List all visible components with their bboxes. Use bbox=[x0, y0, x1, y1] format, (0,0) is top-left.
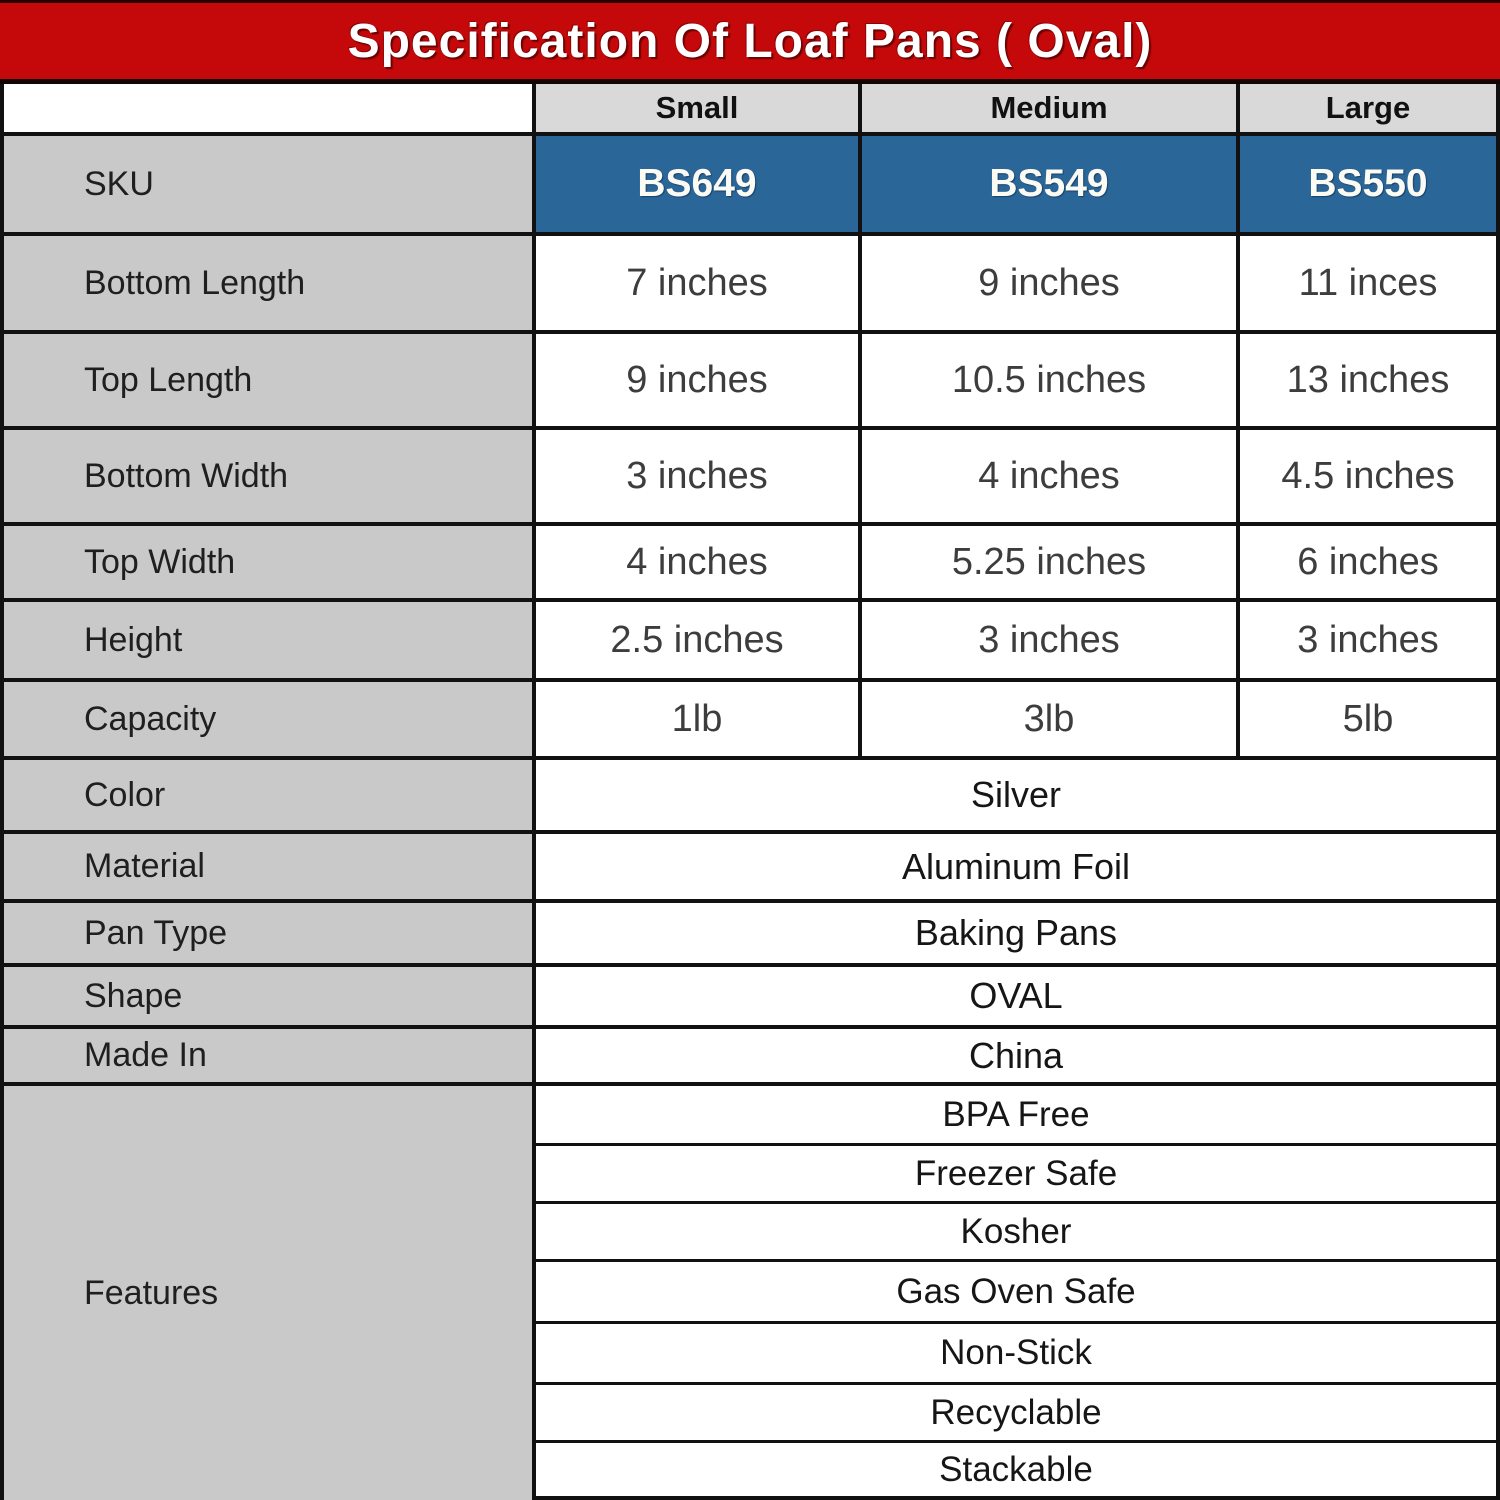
row-label: Pan Type bbox=[4, 903, 536, 963]
row-value-medium: 4 inches bbox=[862, 430, 1240, 522]
spec-row-top-length bbox=[4, 334, 1496, 430]
merged-row-made-in bbox=[4, 1029, 1496, 1086]
row-value-small: 4 inches bbox=[536, 526, 862, 598]
column-header-row bbox=[4, 84, 1496, 136]
spec-row-top-width bbox=[4, 526, 1496, 602]
row-merged-value: Baking Pans bbox=[536, 903, 1496, 963]
merged-row-shape bbox=[4, 967, 1496, 1029]
row-label: Bottom Width bbox=[4, 430, 536, 522]
row-value-large: 3 inches bbox=[1240, 602, 1496, 678]
row-label: Height bbox=[4, 602, 536, 678]
row-value-large: 11 inces bbox=[1240, 236, 1496, 330]
sku-value-small: BS649 bbox=[536, 136, 862, 232]
merged-row-pan-type bbox=[4, 903, 1496, 967]
row-value-small: 9 inches bbox=[536, 334, 862, 426]
spec-row-height bbox=[4, 602, 1496, 682]
row-merged-value: Silver bbox=[536, 760, 1496, 830]
row-label: Color bbox=[4, 760, 536, 830]
spec-row-capacity bbox=[4, 682, 1496, 760]
feature-item: Recyclable bbox=[536, 1385, 1496, 1443]
row-value-small: 3 inches bbox=[536, 430, 862, 522]
row-merged-value: Aluminum Foil bbox=[536, 834, 1496, 899]
spec-table bbox=[0, 84, 1500, 1500]
row-value-medium: 3lb bbox=[862, 682, 1240, 756]
sku-row bbox=[4, 136, 1496, 236]
feature-item: BPA Free bbox=[536, 1086, 1496, 1146]
row-label-features: Features bbox=[4, 1086, 536, 1500]
merged-row-color bbox=[4, 760, 1496, 834]
row-value-medium: 9 inches bbox=[862, 236, 1240, 330]
feature-item: Non-Stick bbox=[536, 1324, 1496, 1385]
title-bar bbox=[0, 0, 1500, 84]
feature-item: Stackable bbox=[536, 1443, 1496, 1500]
feature-item: Kosher bbox=[536, 1204, 1496, 1262]
column-header-medium: Medium bbox=[862, 84, 1240, 132]
merged-row-material bbox=[4, 834, 1496, 903]
sku-value-large: BS550 bbox=[1240, 136, 1496, 232]
row-label: Material bbox=[4, 834, 536, 899]
row-value-large: 6 inches bbox=[1240, 526, 1496, 598]
feature-item: Freezer Safe bbox=[536, 1146, 1496, 1204]
feature-item: Gas Oven Safe bbox=[536, 1262, 1496, 1324]
row-value-large: 4.5 inches bbox=[1240, 430, 1496, 522]
sku-value-medium: BS549 bbox=[862, 136, 1240, 232]
corner-empty-cell bbox=[4, 84, 536, 132]
row-value-small: 2.5 inches bbox=[536, 602, 862, 678]
row-value-medium: 5.25 inches bbox=[862, 526, 1240, 598]
row-label: Shape bbox=[4, 967, 536, 1025]
row-merged-value: China bbox=[536, 1029, 1496, 1082]
row-label: Top Width bbox=[4, 526, 536, 598]
row-label-sku: SKU bbox=[4, 136, 536, 232]
features-block bbox=[4, 1086, 1496, 1500]
column-header-small: Small bbox=[536, 84, 862, 132]
column-header-large: Large bbox=[1240, 84, 1496, 132]
row-label: Bottom Length bbox=[4, 236, 536, 330]
row-value-small: 1lb bbox=[536, 682, 862, 756]
row-label: Top Length bbox=[4, 334, 536, 426]
row-merged-value: OVAL bbox=[536, 967, 1496, 1025]
row-label: Made In bbox=[4, 1029, 536, 1082]
spec-row-bottom-width bbox=[4, 430, 1496, 526]
row-value-large: 13 inches bbox=[1240, 334, 1496, 426]
spec-row-bottom-length bbox=[4, 236, 1496, 334]
page-title: Specification Of Loaf Pans ( Oval) bbox=[347, 14, 1153, 68]
row-value-medium: 3 inches bbox=[862, 602, 1240, 678]
row-label: Capacity bbox=[4, 682, 536, 756]
features-list bbox=[536, 1086, 1496, 1500]
row-value-large: 5lb bbox=[1240, 682, 1496, 756]
row-value-medium: 10.5 inches bbox=[862, 334, 1240, 426]
row-value-small: 7 inches bbox=[536, 236, 862, 330]
